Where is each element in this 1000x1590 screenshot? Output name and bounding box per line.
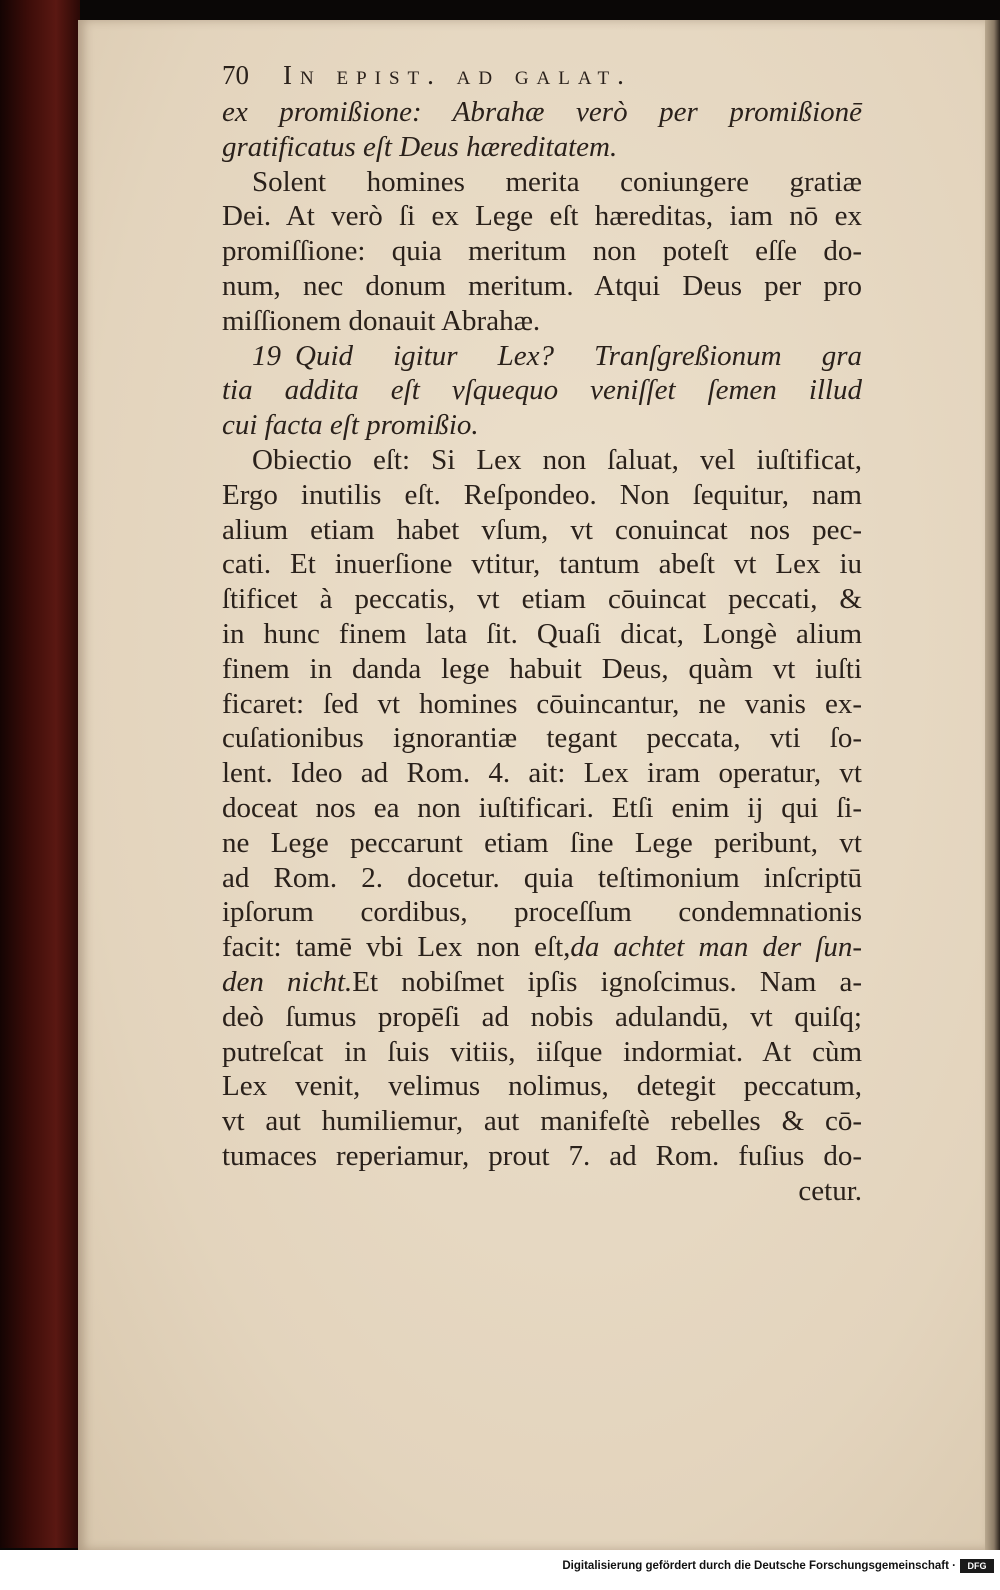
page-edge xyxy=(985,20,1000,1550)
commentary-text: miſſionem donauit Abrahæ. xyxy=(222,304,541,337)
commentary-text: finem in danda lege habuit Deus, quàm vt iuſti xyxy=(222,652,862,685)
commentary-text: num, nec donum meritum. Atqui Deus per pro xyxy=(222,269,862,302)
commentary-text: ad Rom. 2. docetur. quia teſtimonium inſcriptū xyxy=(222,861,862,894)
text-line xyxy=(222,861,862,896)
text-line xyxy=(222,687,862,722)
text-line xyxy=(222,617,862,652)
text-line xyxy=(222,269,862,304)
commentary-text: alium etiam habet vſum, vt conuincat nos pec- xyxy=(222,513,862,546)
text-line xyxy=(222,1035,862,1070)
book-binding xyxy=(0,0,80,1548)
text-line xyxy=(222,443,862,478)
commentary-text: in hunc finem lata ſit. Quaſi dicat, Longè alium xyxy=(222,617,862,650)
commentary-text: facit: tamē vbi Lex non eſt, xyxy=(222,931,571,964)
commentary-text: ipſorum cordibus, proceſſum condemnationis xyxy=(222,896,862,929)
commentary-text: promiſſione: quia meritum non poteſt eſſe do- xyxy=(222,235,862,268)
folio-number: 70 xyxy=(222,60,249,90)
text-line xyxy=(222,756,862,791)
text-line xyxy=(222,930,862,965)
text-line xyxy=(222,478,862,513)
text-line xyxy=(222,513,862,548)
text-line xyxy=(222,304,862,339)
running-header xyxy=(222,55,862,95)
commentary-text: ne Lege peccarunt etiam ſine Lege peribunt, vt xyxy=(222,826,862,859)
page-text xyxy=(222,55,862,1209)
text-line xyxy=(222,95,862,130)
commentary-text: Lex venit, velimus nolimus, detegit peccatum, xyxy=(222,1070,862,1103)
commentary-text: cetur. xyxy=(798,1174,862,1207)
text-line xyxy=(222,965,862,1000)
commentary-text: Et nobiſmet ipſis ignoſcimus. Nam a- xyxy=(352,965,862,998)
text-line xyxy=(222,165,862,200)
scripture-text: Quid igitur Lex? Tranſgreßionum gra xyxy=(295,339,862,372)
verse-number: 19 xyxy=(252,339,281,372)
german-gloss: da achtet man der ſun- xyxy=(570,931,862,964)
commentary-text: cati. Et inuerſione vtitur, tantum abeſt vt Lex iu xyxy=(222,548,862,581)
running-title: In epist. ad galat. xyxy=(283,60,632,90)
scripture-text: tia addita eſt vſquequo veniſſet ſemen illud xyxy=(222,374,862,407)
text-line xyxy=(222,652,862,687)
text-line xyxy=(222,1174,862,1209)
commentary-text: Obiectio eſt: Si Lex non ſaluat, vel iuſtificat, xyxy=(252,443,862,476)
text-line xyxy=(222,373,862,408)
text-line xyxy=(222,1139,862,1174)
text-line xyxy=(222,1069,862,1104)
text-line xyxy=(222,1104,862,1139)
commentary-text: Solent homines merita coniungere gratiæ xyxy=(252,165,862,198)
scripture-text: gratificatus eſt Deus hæreditatem. xyxy=(222,130,618,163)
text-line xyxy=(222,130,862,165)
text-line xyxy=(222,408,862,443)
commentary-text: putreſcat in ſuis vitiis, iiſque indormiat. At cùm xyxy=(222,1035,862,1068)
commentary-text: tumaces reperiamur, prout 7. ad Rom. fuſius do- xyxy=(222,1139,862,1172)
text-line xyxy=(222,826,862,861)
funding-credit: Digitalisierung gefördert durch die Deutsche Forschungsgemeinschaft · xyxy=(562,1560,956,1572)
text-line xyxy=(222,234,862,269)
commentary-text: cuſationibus ignorantiæ tegant peccata, vti ſo- xyxy=(222,722,862,755)
commentary-text: doceat nos ea non iuſtificari. Etſi enim ij qui ſi- xyxy=(222,791,862,824)
commentary-text: Ergo inutilis eſt. Reſpondeo. Non ſequitur, nam xyxy=(222,478,862,511)
footer-bar xyxy=(0,1550,1000,1590)
german-gloss: den nicht. xyxy=(222,965,353,998)
text-line xyxy=(222,582,862,617)
dfg-logo: DFG xyxy=(960,1559,994,1573)
text-line xyxy=(222,199,862,234)
commentary-text: Dei. At verò ſi ex Lege eſt hæreditas, iam nō ex xyxy=(222,200,862,233)
commentary-text: lent. Ideo ad Rom. 4. ait: Lex iram operatur, vt xyxy=(222,757,862,790)
text-line xyxy=(222,721,862,756)
commentary-text: deò ſumus propēſi ad nobis adulandū, vt quiſq; xyxy=(222,1000,862,1033)
commentary-text: vt aut humiliemur, aut manifeſtè rebelles & cō- xyxy=(222,1105,862,1138)
commentary-text: ſtificet à peccatis, vt etiam cōuincat peccati, & xyxy=(222,583,862,616)
text-line xyxy=(222,1000,862,1035)
commentary-text: ficaret: ſed vt homines cōuincantur, ne vanis ex- xyxy=(222,687,862,720)
text-line xyxy=(222,895,862,930)
scripture-text: ex promißione: Abrahæ verò per promißionē xyxy=(222,96,862,128)
text-body xyxy=(222,95,862,1209)
text-line xyxy=(222,791,862,826)
scripture-text: cui facta eſt promißio. xyxy=(222,409,479,442)
text-line xyxy=(222,339,862,374)
text-line xyxy=(222,547,862,582)
